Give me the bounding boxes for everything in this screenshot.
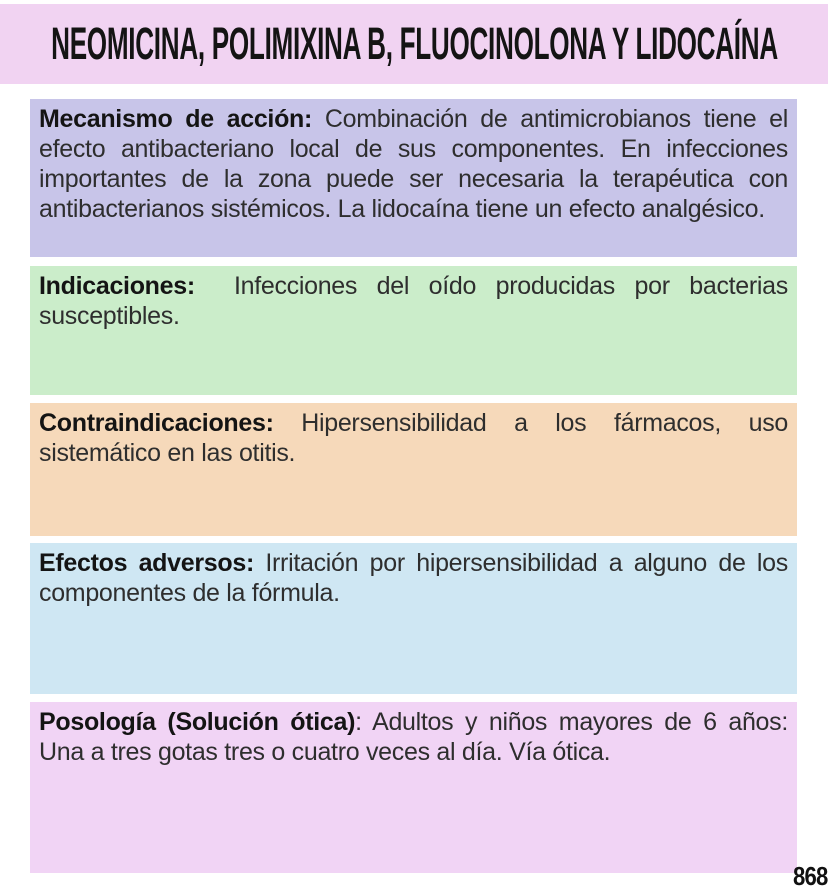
section-posologia — [30, 702, 797, 873]
section-body: Infecciones del oído producidas por bacterias susceptibles. — [39, 272, 788, 330]
section-label: Posología (Solución ótica) — [39, 708, 356, 736]
section-label: Contraindicaciones: — [39, 409, 274, 437]
section-mecanismo-de-accion — [30, 99, 797, 257]
section-indicaciones — [30, 266, 797, 395]
section-body: : Adultos y niños mayores de 6 años: Una a tres gotas tres o cuatro veces al día. Vía ótica. — [39, 708, 788, 766]
section-body: Combinación de antimicrobianos tiene el efecto antibacteriano local de sus componentes. En infecciones importantes de la zona puede ser necesaria la terapéutica con antibacterianos sistémicos. La lidocaína tiene un efecto analgésico. — [39, 105, 789, 223]
page-title: NEOMICINA, POLIMIXINA B, FLUOCINOLONA Y LIDOCAÍNA — [50, 18, 778, 69]
section-efectos-adversos — [30, 543, 797, 694]
drug-card-content — [0, 99, 828, 873]
section-label: Efectos adversos: — [39, 549, 254, 577]
section-label: Mecanismo de acción: — [39, 105, 313, 133]
section-label: Indicaciones: — [39, 272, 195, 300]
section-contraindicaciones — [30, 403, 797, 536]
page-number: 868 — [792, 861, 827, 891]
section-body: Hipersensibilidad a los fármacos, uso sistemático en las otitis. — [39, 409, 788, 467]
section-body: Irritación por hipersensibilidad a alguno de los componentes de la fórmula. — [39, 549, 788, 607]
page-header — [0, 4, 828, 84]
